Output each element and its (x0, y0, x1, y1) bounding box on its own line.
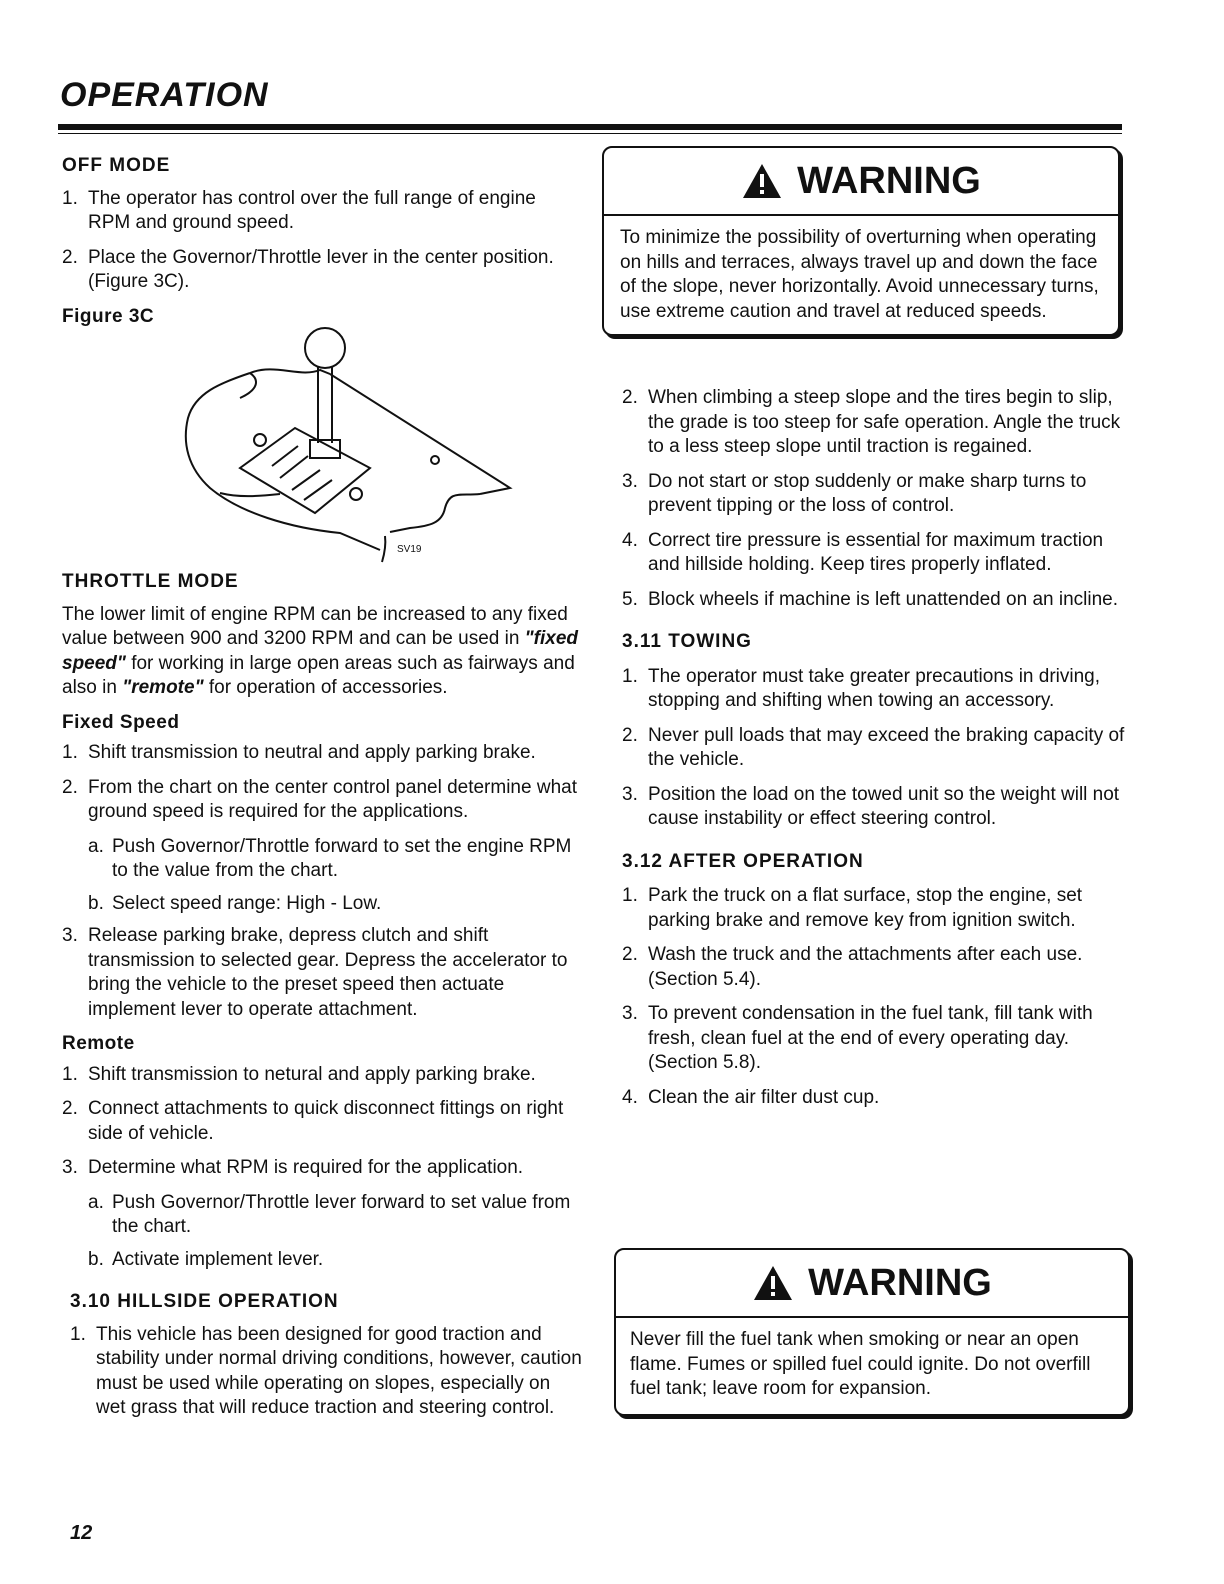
sub-item: b. Activate implement lever. (88, 1248, 324, 1270)
list-item: 2. Connect attachments to quick disconnect fittings on right side of vehicle. (62, 1098, 564, 1144)
towing-heading: 3.11 TOWING (622, 631, 752, 652)
warning-text: Never fill the fuel tank when smoking or near an open flame. Fumes or spilled fuel could ignite. Do not overfill fuel tank; leave room for expansion. (630, 1329, 1091, 1399)
right-column (622, 386, 1128, 1120)
warning-header (604, 148, 1118, 216)
list-item: 2. Never pull loads that may exceed the braking capacity of the vehicle. (622, 724, 1125, 770)
list-item: 1. The operator has control over the full range of engine RPM and ground speed. (62, 187, 536, 233)
throttle-mode-heading: THROTTLE MODE (62, 571, 239, 592)
list-item: 4. Correct tire pressure is essential for maximum traction and hillside holding. Keep tires properly inflated. (622, 529, 1104, 575)
figure-label: Figure 3C (62, 305, 155, 327)
list-item: 1. Shift transmission to neutral and apply parking brake. (62, 742, 536, 763)
page-number: 12 (70, 1522, 93, 1544)
list-item: 2. Place the Governor/Throttle lever in the center position. (Figure 3C). (62, 246, 554, 292)
header-rule-thin (58, 133, 1122, 134)
list-item: 2. From the chart on the center control panel determine what ground speed is required for the applications. (62, 776, 577, 822)
list-item: 1. Park the truck on a flat surface, stop the engine, set parking brake and remove key from ignition switch. (622, 885, 1083, 931)
list-item: 3. Position the load on the towed unit so the weight will not cause instability or effect steering control. (622, 783, 1120, 829)
list-item: 2. When climbing a steep slope and the tires begin to slip, the grade is too steep for safe operation. Angle the truck to a less steep slope until traction is regained. (622, 387, 1121, 457)
list-item: 1. The operator must take greater precautions in driving, stopping and shifting when towing an accessory. (622, 665, 1101, 711)
list-item: 1. Shift transmission to netural and apply parking brake. (62, 1063, 536, 1085)
remote-heading: Remote (62, 1033, 135, 1054)
sub-item: b. Select speed range: High - Low. (88, 892, 382, 914)
warning-box-fuel (614, 1248, 1130, 1416)
list-item: 3. Determine what RPM is required for the application. (62, 1157, 524, 1178)
throttle-lever-figure (180, 318, 520, 566)
warning-box-overturning (602, 146, 1120, 336)
hillside-heading: 3.10 HILLSIDE OPERATION (70, 1291, 339, 1312)
throttle-mode-intro: The lower limit of engine RPM can be increased to any fixed value between 900 and 3200 RPM and can be used in "fixed speed" for working in large open areas such as fairways and also in "remote" for operation of accessories. (62, 603, 579, 698)
figure-code: SV19 (397, 544, 422, 555)
off-mode-heading: OFF MODE (62, 155, 171, 176)
throttle-mode-section (62, 570, 582, 1431)
list-item: 3. Release parking brake, depress clutch and shift transmission to selected gear. Depress the accelerator to bring the vehicle to the preset speed then actuate implement lever to operate attachment. (62, 925, 568, 1020)
off-mode-section (62, 154, 582, 329)
list-item: 4. Clean the air filter dust cup. (622, 1086, 880, 1108)
list-item: 5. Block wheels if machine is left unattended on an incline. (622, 588, 1118, 610)
warning-triangle-icon (752, 1264, 794, 1302)
list-item: 3. To prevent condensation in the fuel tank, fill tank with fresh, clean fuel at the end of every operating day. (Section 5.8). (622, 1003, 1093, 1073)
sub-item: a. Push Governor/Throttle forward to set the engine RPM to the value from the chart. (88, 835, 572, 881)
list-item: 1. This vehicle has been designed for good traction and stability under normal driving conditions, however, caution must be used while operating on slopes, especially on wet grass that will reduce traction and steering control. (70, 1323, 582, 1418)
warning-header (616, 1250, 1128, 1318)
warning-triangle-icon (741, 162, 783, 200)
list-item: 2. Wash the truck and the attachments after each use. (Section 5.4). (622, 944, 1083, 990)
after-operation-heading: 3.12 AFTER OPERATION (622, 850, 864, 872)
warning-title: WARNING (797, 159, 981, 202)
warning-text: To minimize the possibility of overturning when operating on hills and terraces, always travel up and down the face of the slope, never horizontally. Avoid unnecessary turns, use extreme caution and travel at reduced speeds. (620, 227, 1099, 322)
warning-title: WARNING (808, 1261, 992, 1304)
page-title: OPERATION (60, 76, 269, 114)
fixed-speed-heading: Fixed Speed (62, 711, 180, 733)
header-rule (58, 124, 1122, 130)
list-item: 3. Do not start or stop suddenly or make sharp turns to prevent tipping or the loss of control. (622, 470, 1087, 516)
sub-item: a. Push Governor/Throttle lever forward to set value from the chart. (88, 1191, 571, 1237)
